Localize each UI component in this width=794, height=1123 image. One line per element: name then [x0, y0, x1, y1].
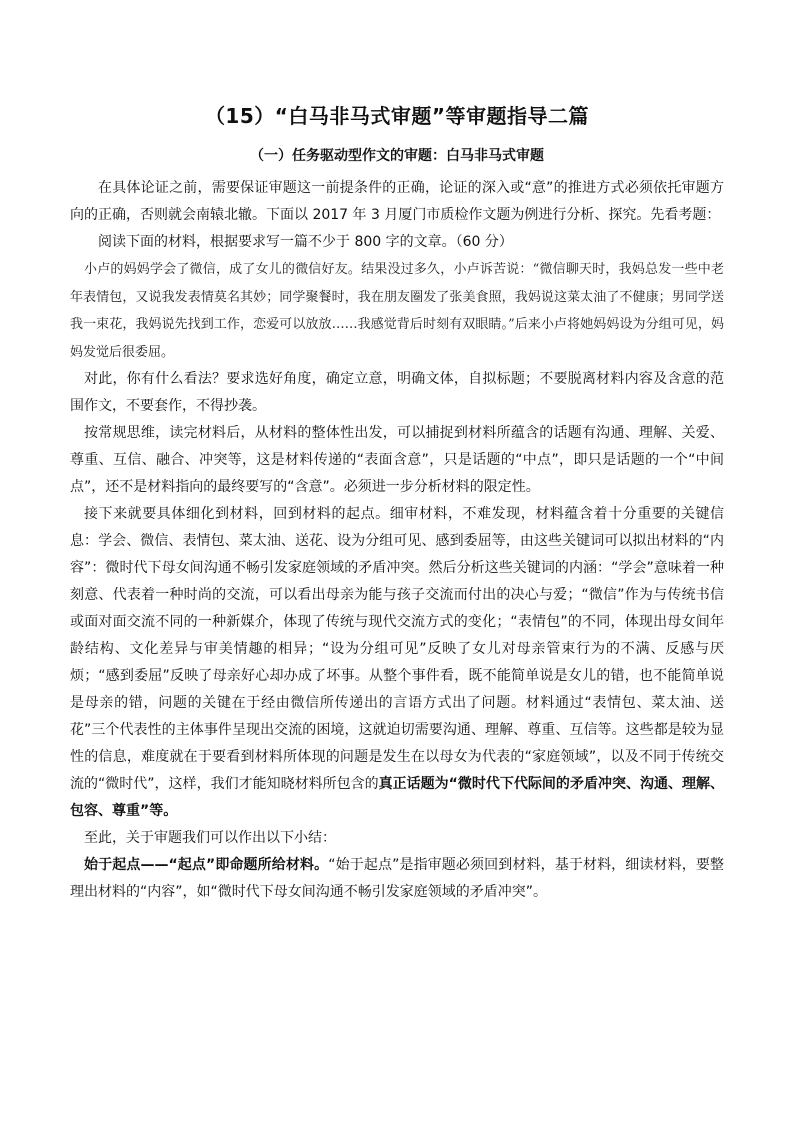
summary-intro: 至此，关于审题我们可以作出以下小结：	[84, 830, 336, 846]
analysis-paragraph-2-text: 接下来就要具体细化到材料，回到材料的起点。细审材料，不难发现，材料蕴含着十分重要的关键信息：学会、微信、表情包、菜太油、送花、设为分组可见、感到委屈等，由这些关键词可以拟出材料的“内容”：微时代下母女间沟通不畅引发家庭领域的矛盾冲突。然后分析这些关键词的内涵：“学会”意味着一种刻意、代表着一种时尚的交流，可以看出母亲为能与孩子交流而付出的决心与爱；“微信”作为与传统书信或面对面交流不同的一种新媒介，体现了传统与现代交流方式的变化；“表情包”的不同，体现出母女间年龄结构、文化差异与审美情趣的相异；“设为分组可见”反映了女儿对母亲管束行为的不满、反感与厌烦；“感到委屈”反映了母亲好心却办成了坏事。从整个事件看，既不能简单说是女儿的错，也不能简单说是母亲的错，问题的关键在于经由微信所传递出的言语方式出了问题。材料通过“表情包、菜太油、送花”三个代表性的主体事件呈现出交流的困境，这就迫切需要沟通、理解、尊重、互信等。这些都是较为显性的信息，难度就在于要看到材料所体现的问题是发生在以母女为代表的“家庭领域”，以及不同于传统交流的“微时代”，这样，我们才能知晓材料所包含的	[70, 506, 724, 792]
section-subtitle: （一）任务驱动型作文的审题：白马非马式审题	[250, 148, 544, 164]
summary-point-1-heading: 始于起点——“起点”即命题所给材料。	[84, 857, 329, 873]
analysis-paragraph-2	[70, 501, 724, 825]
prompt-paragraph: 阅读下面的材料，根据要求写一篇不少于 800 字的文章。（60 分）	[98, 234, 513, 250]
intro-paragraph: 在具体论证之前，需要保证审题这一前提条件的正确，论证的深入或“意”的推进方式必须依托审题方向的正确，否则就会南辕北辙。下面以 2017 年 3 月厦门市质检作文题为例进行分析、探究。先看考题：	[70, 180, 724, 223]
page-title: （15）“白马非马式审题”等审题指导二篇	[204, 104, 590, 128]
analysis-paragraph-1: 按常规思维，读完材料后，从材料的整体性出发，可以捕捉到材料所蕴含的话题有沟通、理解、关爱、尊重、互信、融合、冲突等，这是材料传递的“表面含意”，只是话题的“中点”，即只是话题的一个“中间点”，还不是材料指向的最终要写的“含意”。必须进一步分析材料的限定性。	[70, 425, 724, 495]
article-body	[70, 175, 724, 906]
requirement-paragraph: 对此，你有什么看法？要求选好角度，确定立意，明确文体，自拟标题；不要脱离材料内容及含意的范围作文，不要套作，不得抄袭。	[70, 371, 724, 414]
summary-point-1-text: “始于起点”是指审题必须回到材料，基于材料，细读材料，要整理出材料的“内容”，如“微时代下母女间沟通不畅引发家庭领域的矛盾冲突”。	[70, 857, 724, 900]
material-passage: 小卢的妈妈学会了微信，成了女儿的微信好友。结果没过多久，小卢诉苦说：“微信聊天时，我妈总发一些中老年表情包，又说我发表情莫名其妙；同学聚餐时，我在朋友圈发了张美食照，我妈说这菜太油了不健康；男同学送我一束花，我妈说先找到工作，恋爱可以放放……我感觉背后时刻有双眼睛。”后来小卢将她妈妈设为分组可见，妈妈发觉后很委屈。	[70, 262, 724, 360]
key-topic-statement: 真正话题为“微时代下代际间的矛盾冲突、沟通、理解、包容、尊重”等。	[70, 776, 724, 819]
summary-point-1	[70, 852, 724, 906]
